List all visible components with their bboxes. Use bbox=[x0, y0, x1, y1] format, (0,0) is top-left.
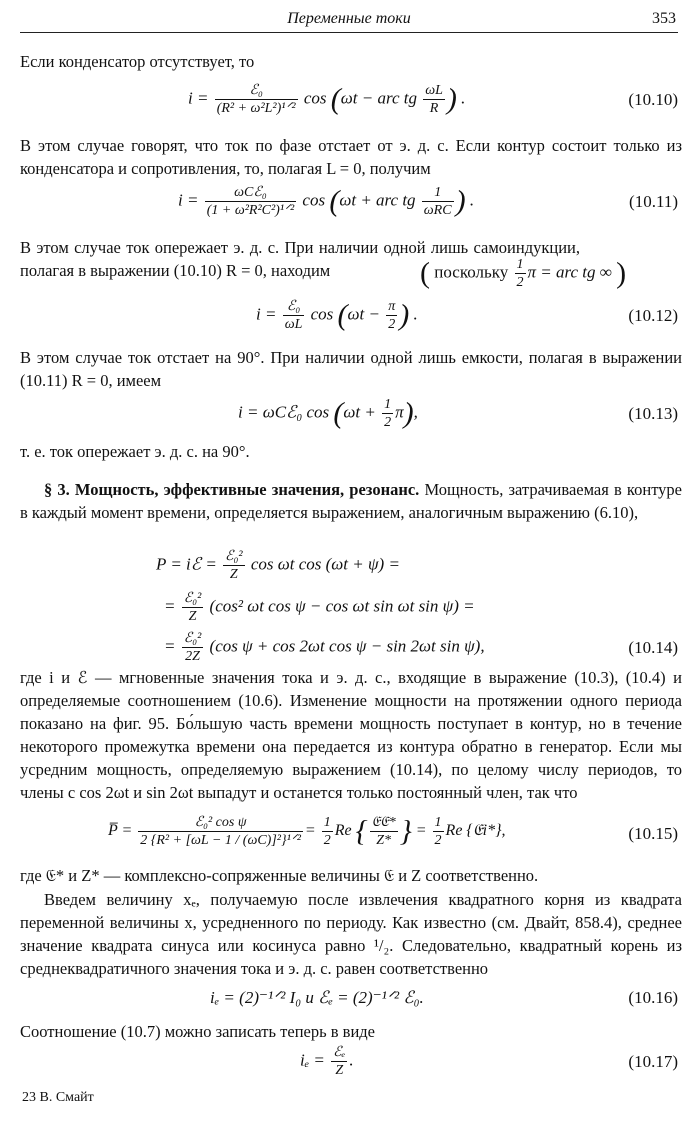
eq6-b-den: Z* bbox=[376, 833, 392, 848]
eq6-h2-den: 2 bbox=[434, 833, 442, 848]
eq5-l1-lhs: P = iℰ = bbox=[156, 554, 217, 574]
eq6-h1-den: 2 bbox=[323, 833, 331, 848]
paragraph-7: где i и ℰ — мгновенные значения тока и э. д. с., входящие в выражение (10.3), (10.4) и определяемые соотношением (10.6). Изменение мощности на протяжении одного периода показано на фиг. 95. Бо́льшую часть времени мощность поступает в контур, но в течение некоторого промежутка времени она передается из контура обратно в генератор. Если мы усредним мощность, определяемую выражением (10.14), по целому числу периодов, то члены с cos 2ωt и sin 2ωt выпадут и останется только постоянный член, так что bbox=[20, 668, 682, 802]
eq5-l1-fraction bbox=[223, 548, 245, 583]
eq5-l1-num: ℰ₀² bbox=[225, 549, 243, 564]
equation-10-12: i = $\frac{\text{ℰ₀}}{\omega L}$ cos (ωt − $\frac{\pi}{2}$ ) . bbox=[256, 298, 418, 332]
eq3-arg-fraction bbox=[386, 298, 397, 333]
eq4-pi: π bbox=[395, 402, 404, 422]
eq5-l2-fraction bbox=[182, 590, 204, 625]
eq6-half-1 bbox=[322, 814, 333, 849]
eq5-l3-lhs: = bbox=[164, 636, 176, 656]
eq8-num: ℰₑ bbox=[333, 1045, 346, 1060]
eq2-arg: ωt + arc tg bbox=[339, 190, 416, 210]
paragraph-3-aside: ( поскольку $\frac{1}{2}$ π = arc tg ∞ ) bbox=[420, 256, 627, 290]
equation-10-14-line-3 bbox=[164, 630, 485, 665]
eq3-cos: cos bbox=[310, 304, 334, 324]
eq6-h2-num: 1 bbox=[434, 815, 442, 830]
aside-fnum: 1 bbox=[516, 257, 524, 272]
eq-label-10-12: (10.12) bbox=[628, 306, 678, 325]
eq2-cos: cos bbox=[302, 190, 326, 210]
eq3-den: ωL bbox=[284, 317, 303, 332]
eq2-fraction bbox=[205, 184, 296, 219]
paragraph-5: т. е. ток опережает э. д. с. на 90°. bbox=[20, 442, 250, 461]
eq1-fnum: ωL bbox=[425, 83, 443, 98]
eq2-fnum: 1 bbox=[422, 184, 454, 202]
eq1-arg-fraction bbox=[423, 82, 445, 117]
eq2-den: (1 + ω²R²C²)¹ᐟ² bbox=[206, 203, 295, 218]
eq1-fraction bbox=[215, 82, 298, 117]
eq6-re-2: Re {𝔈i*}, bbox=[445, 822, 506, 840]
aside-fden: 2 bbox=[516, 275, 524, 290]
eq6-equals-2: = bbox=[415, 822, 427, 840]
eq4-end: , bbox=[413, 402, 418, 422]
equation-10-15: P̅ = $\frac{\text{ℰ₀² cos ψ}}{\text{2 \{R² + [ωL − 1 / (ωC)]²\}¹ᐟ²}}$ = $\frac{1}{2}$ Re { $\frac{\text{𝔈𝔈*}}{Z*}$ } = $\frac{1}{2}$ Re {𝔈i*}, bbox=[108, 814, 506, 848]
aside-fraction bbox=[515, 256, 526, 291]
eq1-fden: R bbox=[429, 101, 439, 116]
paragraph-10: Соотношение (10.7) можно записать теперь в виде bbox=[20, 1022, 375, 1041]
paragraph-2: В этом случае говорят, что ток по фазе отстает от э. д. с. Если контур состоит только из конденсатора и сопротивления, то, полагая L = 0, получим bbox=[20, 136, 682, 178]
eq2-lhs: i = bbox=[178, 190, 199, 210]
page-number: 353 bbox=[652, 10, 676, 27]
eq6-h1-num: 1 bbox=[323, 815, 331, 830]
eq6-equals-1: = bbox=[304, 822, 316, 840]
eq2-num: ωCℰ₀ bbox=[205, 184, 296, 202]
eq5-l3-den: 2Z bbox=[185, 649, 200, 664]
eq2-end: . bbox=[469, 190, 475, 210]
equation-10-11: i = $\frac{\text{ωCℰ₀}}{\text{(1 + ω²R²C²)¹ᐟ²}}$ cos (ωt + arc tg $\frac{1}{\text{ωRC}}$ ) . bbox=[178, 184, 475, 218]
eq-label-10-14: (10.14) bbox=[628, 638, 678, 657]
eq5-l1-rest: cos ωt cos (ωt + ψ) = bbox=[250, 554, 400, 574]
eq8-den: Z bbox=[335, 1063, 344, 1078]
eq3-fden: 2 bbox=[388, 317, 396, 332]
aside-word: поскольку bbox=[434, 262, 509, 282]
eq5-l2-lhs: = bbox=[164, 596, 176, 616]
eq3-end: . bbox=[413, 304, 418, 324]
eq6-lhs: P̅ = bbox=[108, 822, 133, 840]
eq8-end: . bbox=[349, 1050, 354, 1070]
eq6-brace-fraction bbox=[370, 814, 398, 849]
eq-label-10-16: (10.16) bbox=[628, 988, 678, 1007]
paragraph-3: В этом случае ток опережает э. д. с. При наличии одной лишь самоиндукции, полагая в выражении (10.10) R = 0, находим bbox=[20, 238, 580, 280]
eq6-num: ℰ₀² cos ψ bbox=[138, 814, 303, 832]
eq8-fraction bbox=[331, 1044, 347, 1079]
paragraph-9: Введем величину xₑ, получаемую после извлечения квадратного корня из квадрата переменной величины x, усредненного по периоду. Как известно (см. Двайт, 858.4), среднее значение квадрата синуса или косинуса равно ¹/₂. Следовательно, квадратный корень из среднеквадратичного значения тока и э. д. с. равен соответственно bbox=[20, 890, 682, 978]
paragraph-1: Если конденсатор отсутствует, то bbox=[20, 52, 255, 71]
eq3-fraction bbox=[283, 298, 305, 333]
eq1-end: . bbox=[461, 88, 466, 108]
aside-rest: π = arc tg ∞ bbox=[527, 262, 612, 282]
equation-10-16: iₑ = (2)⁻¹ᐟ² I₀ и ℰₑ = (2)⁻¹ᐟ² ℰ₀. bbox=[210, 988, 424, 1007]
eq6-fraction bbox=[138, 814, 303, 849]
eq4-fraction bbox=[382, 396, 393, 431]
eq8-lhs: iₑ = bbox=[300, 1050, 325, 1070]
eq6-half-2 bbox=[433, 814, 444, 849]
eq3-arg: ωt − bbox=[347, 304, 380, 324]
paragraph-6: Мощность, затрачиваемая в контуре в каждый момент времени, определяется выражением, аналогичным выражению (6.10), bbox=[20, 480, 683, 522]
eq3-lhs: i = bbox=[256, 304, 277, 324]
eq6-b-num: 𝔈𝔈* bbox=[371, 815, 396, 830]
equation-10-14-line-2 bbox=[164, 590, 475, 625]
running-header bbox=[20, 10, 678, 33]
eq1-num: ℰ₀ bbox=[215, 82, 298, 100]
paragraph-4: В этом случае ток отстает на 90°. При наличии одной лишь емкости, полагая в выражении (10.11) R = 0, имеем bbox=[20, 348, 682, 390]
equation-10-10: i = $\frac{\text{ℰ₀}}{\text{(R² + ω²L²)¹ᐟ²}}$ cos (ωt − arc tg $\frac{\omega L}{R}$ ) . bbox=[188, 82, 466, 116]
eq5-l2-den: Z bbox=[188, 609, 197, 624]
eq1-den: (R² + ω²L²)¹ᐟ² bbox=[216, 101, 296, 116]
eq2-fden: ωRC bbox=[423, 203, 452, 218]
eq5-l2-rest: (cos² ωt cos ψ − cos ωt sin ωt sin ψ) = bbox=[209, 596, 475, 616]
eq4-arg: ωt + bbox=[343, 402, 376, 422]
equation-10-17 bbox=[300, 1044, 354, 1079]
paragraph-8: где 𝔈* и Z* — комплексно-сопряженные величины 𝔈 и Z соответственно. bbox=[20, 866, 539, 885]
signature-footer: 23 В. Смайт bbox=[22, 1090, 94, 1105]
eq5-l1-den: Z bbox=[229, 567, 238, 582]
eq-label-10-11: (10.11) bbox=[629, 192, 678, 211]
eq6-re-1: Re bbox=[334, 822, 352, 840]
eq3-num: ℰ₀ bbox=[283, 298, 305, 316]
eq4-fnum: 1 bbox=[384, 397, 392, 412]
eq4-fden: 2 bbox=[384, 415, 392, 430]
eq5-l2-num: ℰ₀² bbox=[183, 591, 202, 606]
eq-label-10-17: (10.17) bbox=[628, 1052, 678, 1071]
section-title: § 3. Мощность, эффективные значения, резонанс. bbox=[44, 480, 420, 499]
eq4-lhs: i = ωCℰ₀ cos bbox=[238, 402, 330, 422]
equation-10-14-line-1 bbox=[156, 548, 400, 583]
eq5-l3-rest: (cos ψ + cos 2ωt cos ψ − sin 2ωt sin ψ), bbox=[209, 636, 485, 656]
equation-10-13: i = ωCℰ₀ cos (ωt + $\frac{1}{2}$ π), bbox=[238, 396, 418, 430]
eq-label-10-10: (10.10) bbox=[628, 90, 678, 109]
section-paragraph bbox=[20, 478, 682, 524]
eq1-lhs: i = bbox=[188, 88, 209, 108]
eq1-cos: cos bbox=[303, 88, 327, 108]
eq6-den: 2 {R² + [ωL − 1 / (ωC)]²}¹ᐟ² bbox=[140, 833, 301, 848]
eq-label-10-13: (10.13) bbox=[628, 404, 678, 423]
eq1-arg: ωt − arc tg bbox=[340, 88, 417, 108]
header-title: Переменные токи bbox=[287, 10, 411, 27]
eq2-arg-fraction bbox=[422, 184, 454, 219]
eq5-l3-fraction bbox=[182, 630, 204, 665]
eq-label-10-15: (10.15) bbox=[628, 824, 678, 843]
eq5-l3-num: ℰ₀² bbox=[183, 631, 202, 646]
eq3-fnum: π bbox=[388, 299, 396, 314]
